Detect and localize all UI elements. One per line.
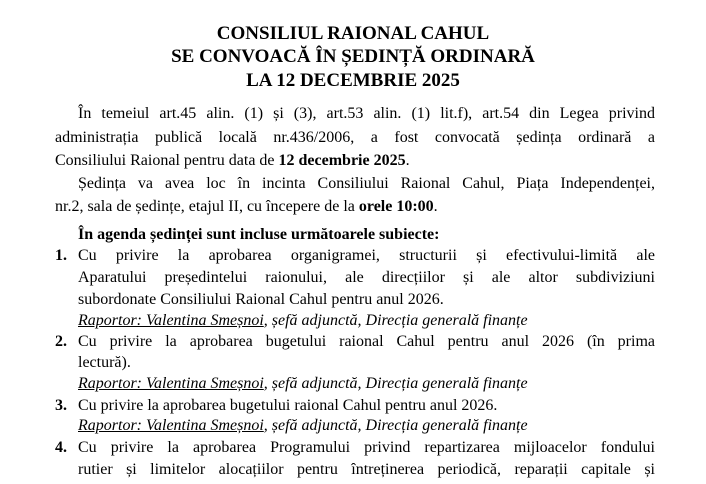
agenda-item-2-line1: Cu privire la aprobarea bugetului raional Cahul pentru anul 2026 (în prima — [78, 333, 655, 350]
agenda-item-number: 2. — [55, 333, 67, 350]
agenda-item-number: 4. — [55, 439, 67, 456]
agenda-heading: În agenda ședinței sunt incluse următoarele subiecte: — [78, 226, 440, 243]
meeting-date: 12 decembrie 2025 — [278, 152, 406, 169]
intro-p2-line1: Ședința va avea loc în incinta Consiliului Raional Cahul, Piața Independenței, — [78, 175, 655, 192]
council-title: CONSILIUL RAIONAL CAHUL — [216, 23, 490, 44]
agenda-item-1-line3: subordonate Consiliului Raional Cahul pentru anul 2026. — [78, 291, 444, 308]
date-title: LA 12 DECEMBRIE 2025 — [246, 70, 460, 91]
convocation-title: SE CONVOACĂ ÎN ȘEDINȚĂ ORDINARĂ — [171, 46, 535, 67]
intro-p1-line2: administrația publică locală nr.436/2006, a fost convocată ședința ordinară a — [55, 129, 655, 146]
intro-p1-line1: În temeiul art.45 alin. (1) și (3), art.53 alin. (1) lit.f), art.54 din Legea privind — [78, 105, 655, 122]
agenda-item-number: 3. — [55, 397, 67, 414]
agenda-item-number: 1. — [55, 247, 67, 264]
agenda-item-3-line1: Cu privire la aprobarea bugetului raional Cahul pentru anul 2026. — [78, 397, 498, 414]
agenda-item-4-line1: Cu privire la aprobarea Programului privind repartizarea mijloacelor fondului — [78, 439, 655, 456]
agenda-item-4-line2: rutier și limitelor alocațiilor pentru întreținerea periodică, reparații capitale și — [78, 461, 655, 478]
agenda-item-2-line2: lectură). — [78, 354, 131, 371]
agenda-item-3-rapporteur: Raportor: Valentina Smeșnoi, șefă adjunctă, Direcția generală finanțe — [78, 417, 528, 434]
agenda-item-2-rapporteur: Raportor: Valentina Smeșnoi, șefă adjunctă, Direcția generală finanțe — [78, 375, 528, 392]
agenda-item-1-rapporteur: Raportor: Valentina Smeșnoi, șefă adjunctă, Direcția generală finanțe — [78, 312, 528, 329]
intro-p2-line2: nr.2, sala de ședințe, etajul II, cu începere de la orele 10:00. — [55, 198, 438, 215]
meeting-time: orele 10:00 — [358, 198, 434, 215]
intro-p1-line3: Consiliului Raional pentru data de 12 decembrie 2025. — [55, 152, 410, 169]
agenda-item-1-line1: Cu privire la aprobarea organigramei, structurii și efectivului-limită ale — [78, 247, 655, 264]
agenda-item-1-line2: Aparatului președintelui raionului, ale direcțiilor și ale altor subdiviziuni — [78, 269, 655, 286]
